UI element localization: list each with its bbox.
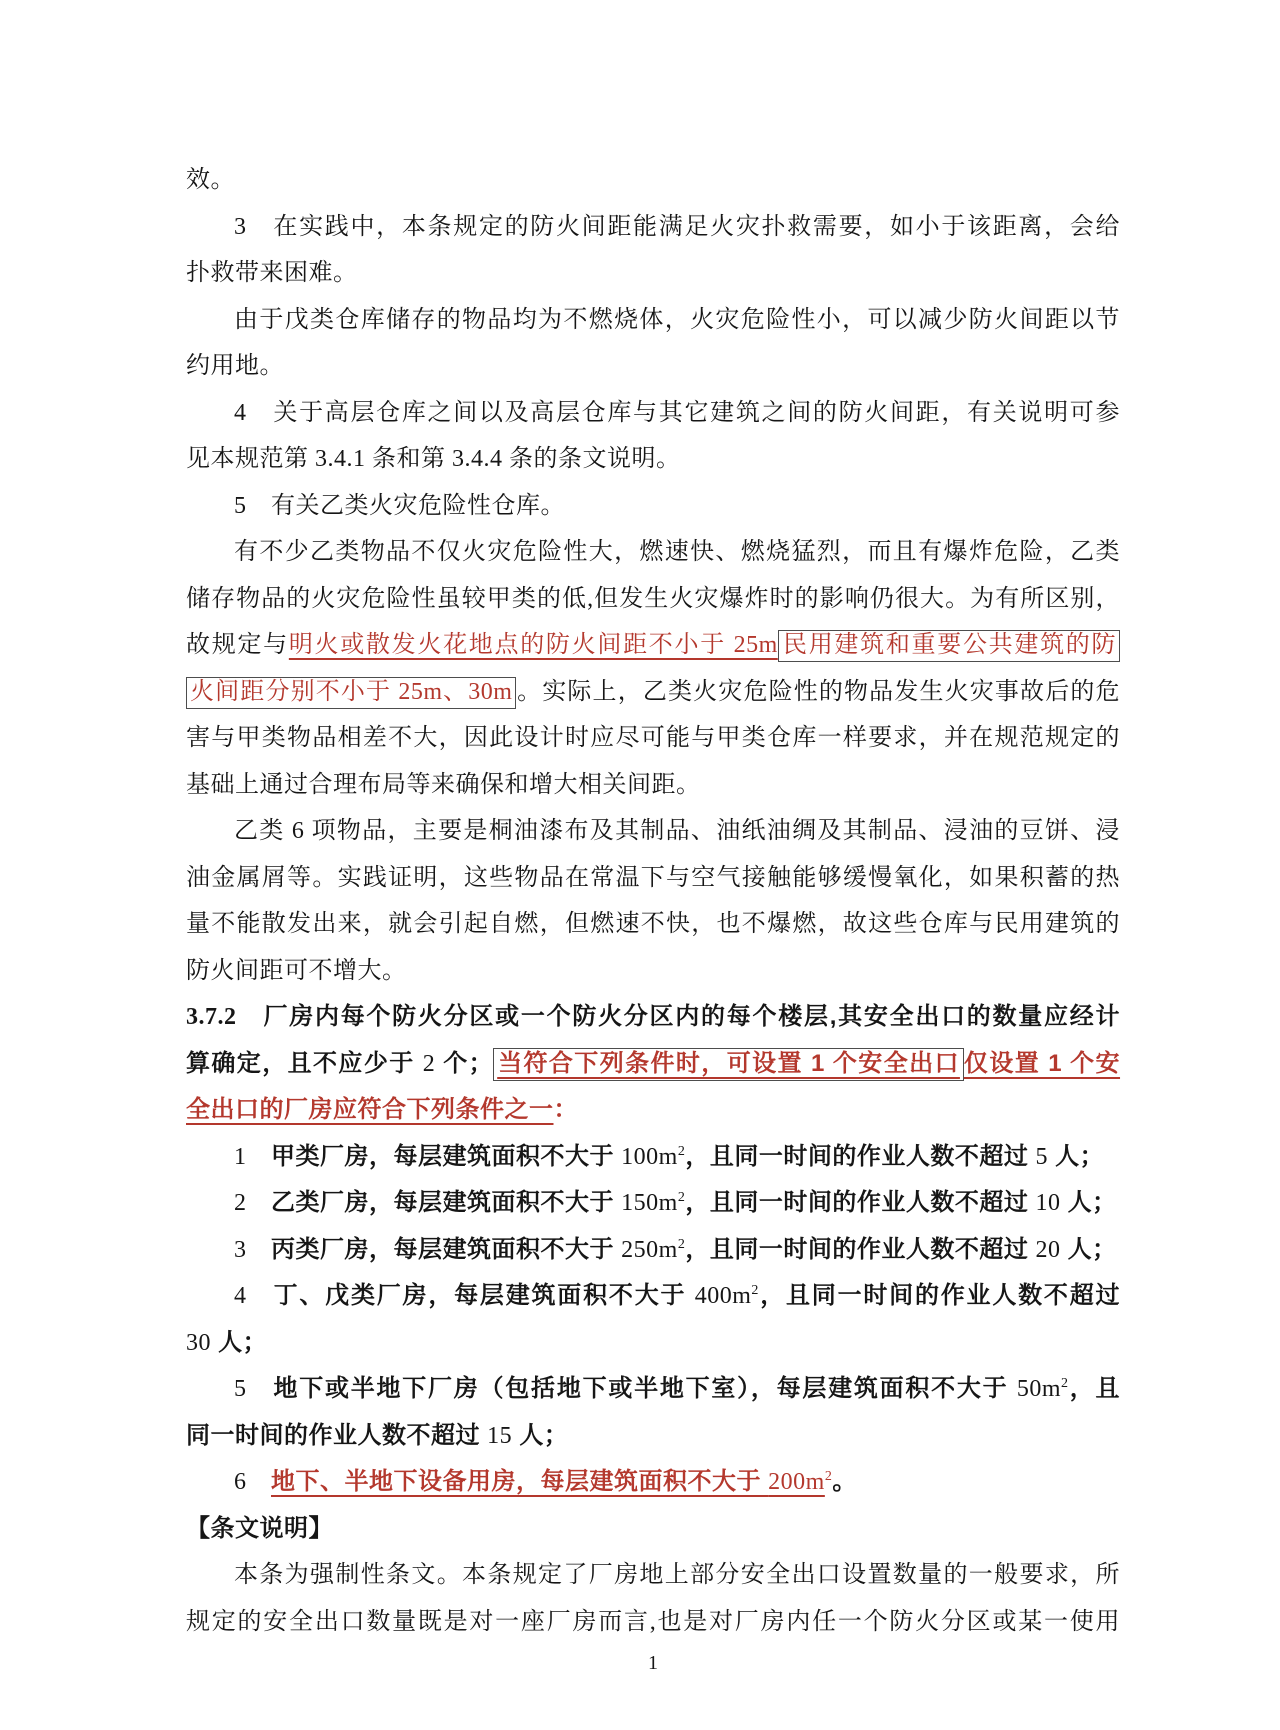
text-line xyxy=(186,1227,1120,1274)
text-segment: 害与甲类物品相差不大，因此设计时应尽可能与甲类仓库一样要求，并在规范规定的 xyxy=(186,725,1120,751)
text-segment: 3.7.2 xyxy=(186,1004,237,1030)
text-line xyxy=(186,1320,1120,1367)
text-segment: 人； xyxy=(1048,1142,1105,1170)
text-line xyxy=(186,715,1120,762)
text-line xyxy=(186,855,1120,902)
text-segment: 故规定与 xyxy=(186,632,289,658)
text-line xyxy=(186,343,1120,390)
text-segment: 见本规范第 3.4.1 条和第 3.4.4 条的条文说明。 xyxy=(186,446,681,472)
text-segment: 50m xyxy=(1016,1376,1061,1402)
text-line xyxy=(186,1599,1120,1646)
text-segment: 3 在实践中，本条规定的防火间距能满足火灾扑救需要，如小于该距离，会给 xyxy=(234,213,1120,240)
text-segment: 火间距分别不小于 25m、30m xyxy=(186,677,516,709)
text-segment: 5 有关乙类火灾危险性仓库。 xyxy=(234,492,565,519)
text-line xyxy=(186,1087,1120,1134)
text-segment: 。 xyxy=(832,1468,857,1495)
text-line xyxy=(186,157,1120,204)
text-segment: 15 xyxy=(487,1422,513,1449)
text-segment: ，且同一时间的作业人数不超过 xyxy=(685,1189,1036,1216)
text-segment: 地下或半地下厂房（包括地下或半地下室），每层建筑面积不大于 xyxy=(273,1375,1017,1402)
text-segment: 2 xyxy=(422,1050,436,1077)
text-segment: 甲类厂房，每层建筑面积不大于 xyxy=(271,1142,622,1170)
text-line xyxy=(186,669,1120,716)
text-segment: 100m xyxy=(621,1143,678,1170)
text-segment: ，且同一时间的作业人数不超过 xyxy=(685,1235,1036,1263)
text-segment: 当符合下列条件时，可设置 1 个安全出口 xyxy=(493,1048,964,1081)
text-segment: 由于戊类仓库储存的物品均为不燃烧体，火灾危险性小，可以减少防火间距以节 xyxy=(234,306,1120,333)
text-line xyxy=(186,204,1120,251)
text-segment: 人； xyxy=(512,1421,569,1449)
document-body xyxy=(186,157,1120,1645)
text-segment: 乙类 6 项物品，主要是桐油漆布及其制品、油纸油绸及其制品、浸油的豆饼、浸 xyxy=(234,818,1120,844)
text-line xyxy=(186,808,1120,855)
text-segment: 10 xyxy=(1035,1190,1061,1216)
text-segment: 人； xyxy=(1060,1189,1117,1216)
text-segment: 2 xyxy=(751,1283,759,1298)
text-segment: 2 xyxy=(824,1469,833,1484)
text-line xyxy=(186,250,1120,297)
page-number: 1 xyxy=(648,1652,658,1674)
text-segment: ： xyxy=(553,1096,578,1123)
text-segment: ，且 xyxy=(1068,1375,1121,1402)
text-segment: 4 xyxy=(234,1283,274,1309)
text-segment: 1 xyxy=(234,1143,271,1170)
text-segment: 4 关于高层仓库之间以及高层仓库与其它建筑之间的防火间距，有关说明可参 xyxy=(234,399,1120,426)
text-line xyxy=(186,297,1120,344)
text-segment: 250m xyxy=(621,1236,678,1263)
text-segment: 人； xyxy=(211,1328,268,1356)
text-segment: 储存物品的火灾危险性虽较甲类的低,但发生火灾爆炸时的影响仍很大。为有所区别， xyxy=(186,585,1120,612)
text-segment: 民用建筑和重要公共建筑的防 xyxy=(778,630,1120,662)
text-line xyxy=(186,901,1120,948)
text-line xyxy=(186,948,1120,995)
text-segment: 约用地。 xyxy=(186,353,284,379)
text-line xyxy=(186,1273,1120,1320)
text-segment: 算确定，且不应少于 xyxy=(186,1049,423,1077)
text-line xyxy=(186,436,1120,483)
text-line xyxy=(186,529,1120,576)
text-segment: 150m xyxy=(621,1190,678,1216)
text-segment: 6 xyxy=(234,1469,271,1495)
text-segment: ，且同一时间的作业人数不超过 xyxy=(685,1142,1036,1170)
text-segment: 扑救带来困难。 xyxy=(186,260,358,286)
text-segment: 2 xyxy=(677,1143,686,1159)
text-segment: 基础上通过合理布局等来确保和增大相关间距。 xyxy=(186,771,701,798)
text-line xyxy=(186,1041,1120,1088)
text-line xyxy=(186,1459,1120,1506)
text-segment: 丙类厂房，每层建筑面积不大于 xyxy=(271,1235,622,1263)
text-segment: 个； xyxy=(435,1049,494,1077)
text-line xyxy=(186,483,1120,530)
text-segment: 5 xyxy=(1035,1143,1049,1170)
text-line xyxy=(186,1506,1120,1553)
text-segment: 30 xyxy=(186,1329,211,1356)
text-segment: 仅设置 1 个安 xyxy=(963,1049,1121,1077)
text-segment: 2 xyxy=(1061,1376,1069,1391)
text-segment: 【条文说明】 xyxy=(186,1514,333,1542)
text-segment: 20 xyxy=(1035,1236,1061,1263)
text-segment: 丁、戊类厂房，每层建筑面积不大于 xyxy=(273,1282,695,1309)
text-segment: ，且同一时间的作业人数不超过 xyxy=(758,1282,1121,1309)
text-line xyxy=(186,1366,1120,1413)
text-segment: 规定的安全出口数量既是对一座厂房而言,也是对厂房内任一个防火分区或某一使用 xyxy=(186,1608,1120,1635)
text-segment: 。实际上，乙类火灾危险性的物品发生火灾事故后的危 xyxy=(516,678,1121,705)
text-segment: 2 xyxy=(677,1190,686,1205)
text-line xyxy=(186,390,1120,437)
text-segment: 同一时间的作业人数不超过 xyxy=(186,1421,488,1449)
text-line xyxy=(186,1552,1120,1599)
text-line xyxy=(186,762,1120,809)
text-segment: 防火间距可不增大。 xyxy=(186,957,407,984)
text-segment: 400m xyxy=(694,1283,752,1309)
text-line xyxy=(186,622,1120,669)
text-segment: 油金属屑等。实践证明，这些物品在常温下与空气接触能够缓慢氧化，如果积蓄的热 xyxy=(186,864,1120,891)
text-segment: 3 xyxy=(234,1236,271,1263)
text-line xyxy=(186,576,1120,623)
text-segment: 有不少乙类物品不仅火灾危险性大，燃速快、燃烧猛烈，而且有爆炸危险，乙类 xyxy=(234,539,1120,565)
text-segment: 地下、半地下设备用房，每层建筑面积不大于 xyxy=(271,1468,769,1495)
text-segment: 5 xyxy=(234,1376,274,1402)
text-segment: 厂房内每个防火分区或一个防火分区内的每个楼层,其安全出口的数量应经计 xyxy=(236,1003,1120,1030)
text-line xyxy=(186,1134,1120,1181)
text-segment: 200m xyxy=(768,1469,825,1495)
text-line xyxy=(186,1413,1120,1460)
text-segment: 2 xyxy=(677,1236,686,1252)
text-segment: 本条为强制性条文。本条规定了厂房地上部分安全出口设置数量的一般要求，所 xyxy=(234,1562,1120,1588)
text-line xyxy=(186,994,1120,1041)
text-segment: 全出口的厂房应符合下列条件之一 xyxy=(186,1096,554,1123)
text-segment: 乙类厂房，每层建筑面积不大于 xyxy=(271,1189,622,1216)
text-segment: 人； xyxy=(1060,1235,1117,1263)
text-segment: 效。 xyxy=(186,167,235,193)
text-line xyxy=(186,1180,1120,1227)
text-segment: 2 xyxy=(234,1190,271,1216)
text-segment: 量不能散发出来，就会引起自燃，但燃速不快，也不爆燃，故这些仓库与民用建筑的 xyxy=(186,911,1120,937)
text-segment: 明火或散发火花地点的防火间距不小于 25m xyxy=(288,632,778,658)
